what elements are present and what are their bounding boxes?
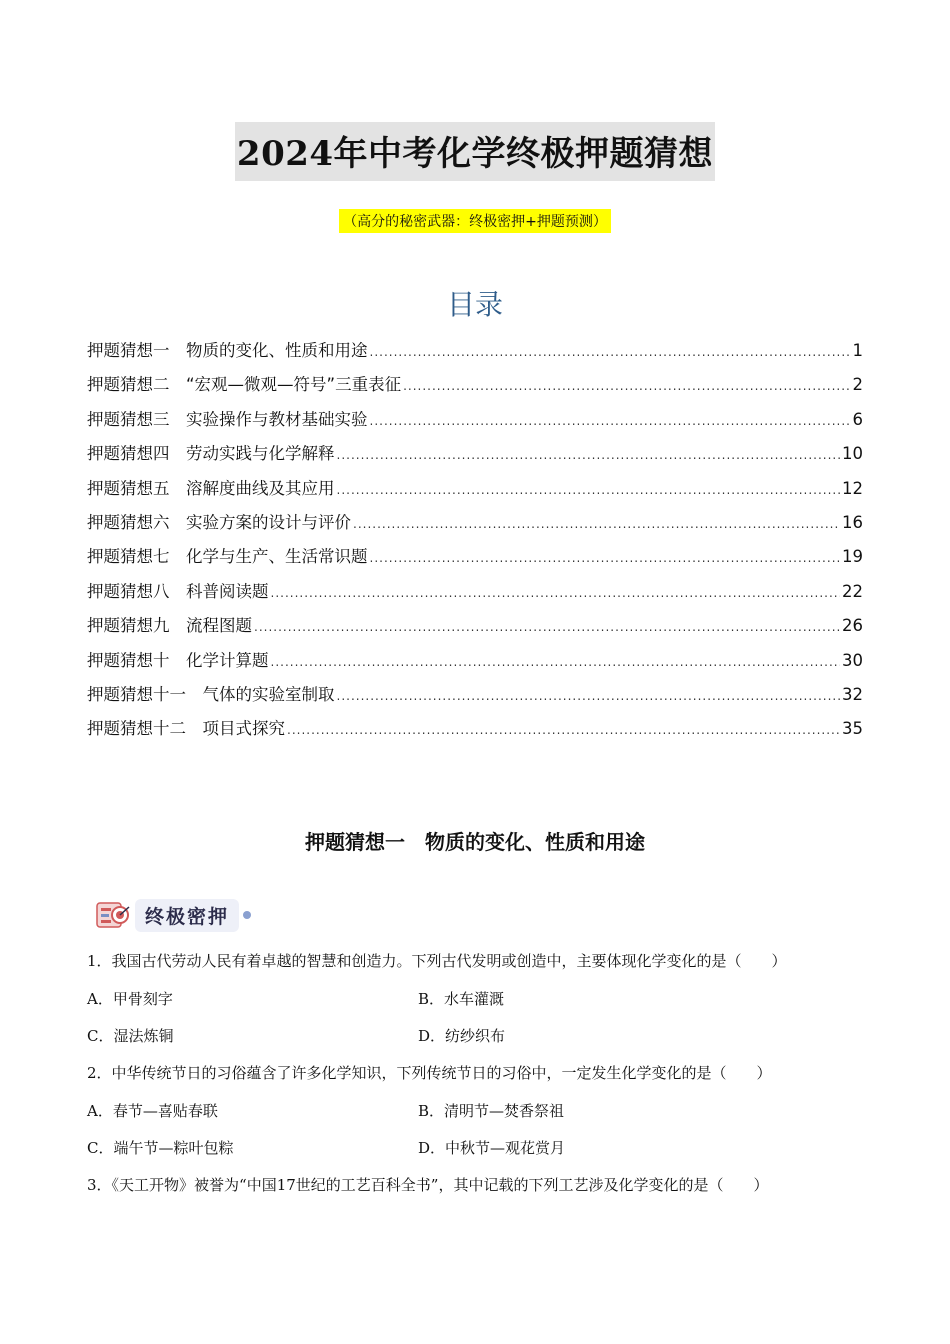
toc-leader-dots (337, 483, 841, 497)
document-title-wrap (0, 122, 950, 181)
toc-entry-label: 押题猜想一 物质的变化、性质和用途 (87, 341, 368, 360)
toc-entry-label: 押题猜想三 实验操作与教材基础实验 (87, 409, 368, 429)
toc-entry-page: 32 (842, 684, 863, 704)
question-option[interactable]: C．端午节—粽叶包粽 (87, 1139, 234, 1157)
toc-leader-dots (370, 345, 851, 359)
toc-leader-dots (353, 517, 840, 531)
question-stem: 3．《天工开物》被誉为“中国17世纪的工艺百科全书”，其中记载的下列工艺涉及化学变化的是（ ） (87, 1176, 769, 1194)
question-option[interactable]: A．春节—喜贴春联 (87, 1102, 218, 1120)
toc-entry-page: 6 (852, 409, 863, 429)
toc-entry[interactable] (87, 440, 863, 474)
toc-entry-label: 押题猜想十一 气体的实验室制取 (87, 684, 335, 704)
toc-entry[interactable] (87, 612, 863, 646)
toc-entry[interactable] (87, 578, 863, 612)
toc-entry-label: 押题猜想九 流程图题 (87, 616, 252, 636)
toc-entry[interactable] (87, 647, 863, 681)
table-of-contents (87, 337, 863, 750)
toc-entry-page: 26 (842, 616, 863, 636)
toc-entry-label: 押题猜想六 实验方案的设计与评价 (87, 512, 351, 532)
toc-entry-page: 22 (842, 581, 863, 601)
toc-entry[interactable] (87, 406, 863, 440)
document-subtitle: （高分的秘密武器：终极密押+押题预测） (339, 209, 611, 233)
toc-leader-dots (287, 723, 840, 737)
toc-entry-page: 35 (842, 719, 863, 739)
toc-entry-page: 16 (842, 512, 863, 532)
toc-entry-page: 2 (852, 375, 863, 395)
toc-entry-label: 押题猜想七 化学与生产、生活常识题 (87, 547, 368, 567)
question-option[interactable]: B．水车灌溉 (418, 990, 505, 1008)
toc-entry-label: 押题猜想二 “宏观—微观—符号”三重表征 (87, 375, 402, 395)
toc-entry-label: 押题猜想五 溶解度曲线及其应用 (87, 478, 335, 498)
toc-entry[interactable] (87, 715, 863, 749)
toc-entry-page: 19 (842, 547, 863, 567)
question-option[interactable]: C．湿法炼铜 (87, 1027, 174, 1045)
question-option[interactable]: B．清明节—焚香祭祖 (418, 1102, 565, 1120)
toc-entry[interactable] (87, 509, 863, 543)
toc-entry-page: 12 (842, 478, 863, 498)
document-title: 2024年中考化学终极押题猜想 (235, 122, 715, 181)
question-stem: 1．我国古代劳动人民有着卓越的智慧和创造力。下列古代发明或创造中，主要体现化学变化的是（ ） (87, 952, 787, 970)
target-board-icon (95, 897, 131, 933)
toc-entry-label: 押题猜想十 化学计算题 (87, 650, 269, 670)
toc-leader-dots (403, 379, 850, 393)
toc-entry-label: 押题猜想八 科普阅读题 (87, 581, 269, 601)
question-option[interactable]: D．纺纱织布 (418, 1027, 506, 1045)
toc-leader-dots (254, 620, 840, 634)
toc-entry[interactable] (87, 337, 863, 371)
toc-entry-page: 1 (852, 341, 863, 360)
toc-entry[interactable] (87, 681, 863, 715)
toc-entry[interactable] (87, 543, 863, 577)
toc-leader-dots (370, 551, 841, 565)
toc-leader-dots (370, 414, 851, 428)
toc-entry-page: 10 (842, 444, 863, 464)
toc-title: 目录 (446, 288, 503, 321)
toc-leader-dots (271, 586, 841, 600)
question-stem: 2．中华传统节日的习俗蕴含了许多化学知识，下列传统节日的习俗中，一定发生化学变化的是（ ） (87, 1064, 772, 1082)
toc-entry[interactable] (87, 371, 863, 405)
toc-entry-label: 押题猜想十二 项目式探究 (87, 719, 285, 739)
document-subtitle-wrap (0, 209, 950, 233)
toc-entry-page: 30 (842, 650, 863, 670)
toc-leader-dots (337, 689, 841, 703)
badge-label: 终极密押 (135, 899, 239, 932)
question-option[interactable]: D．中秋节—观花赏月 (418, 1139, 566, 1157)
question-option[interactable]: A．甲骨刻字 (87, 990, 173, 1008)
section-heading: 押题猜想一 物质的变化、性质和用途 (305, 830, 645, 854)
toc-entry[interactable] (87, 475, 863, 509)
toc-leader-dots (337, 448, 841, 462)
toc-entry-label: 押题猜想四 劳动实践与化学解释 (87, 444, 335, 464)
badge-banner (95, 897, 251, 933)
decorative-dot (243, 911, 251, 919)
toc-leader-dots (271, 655, 841, 669)
